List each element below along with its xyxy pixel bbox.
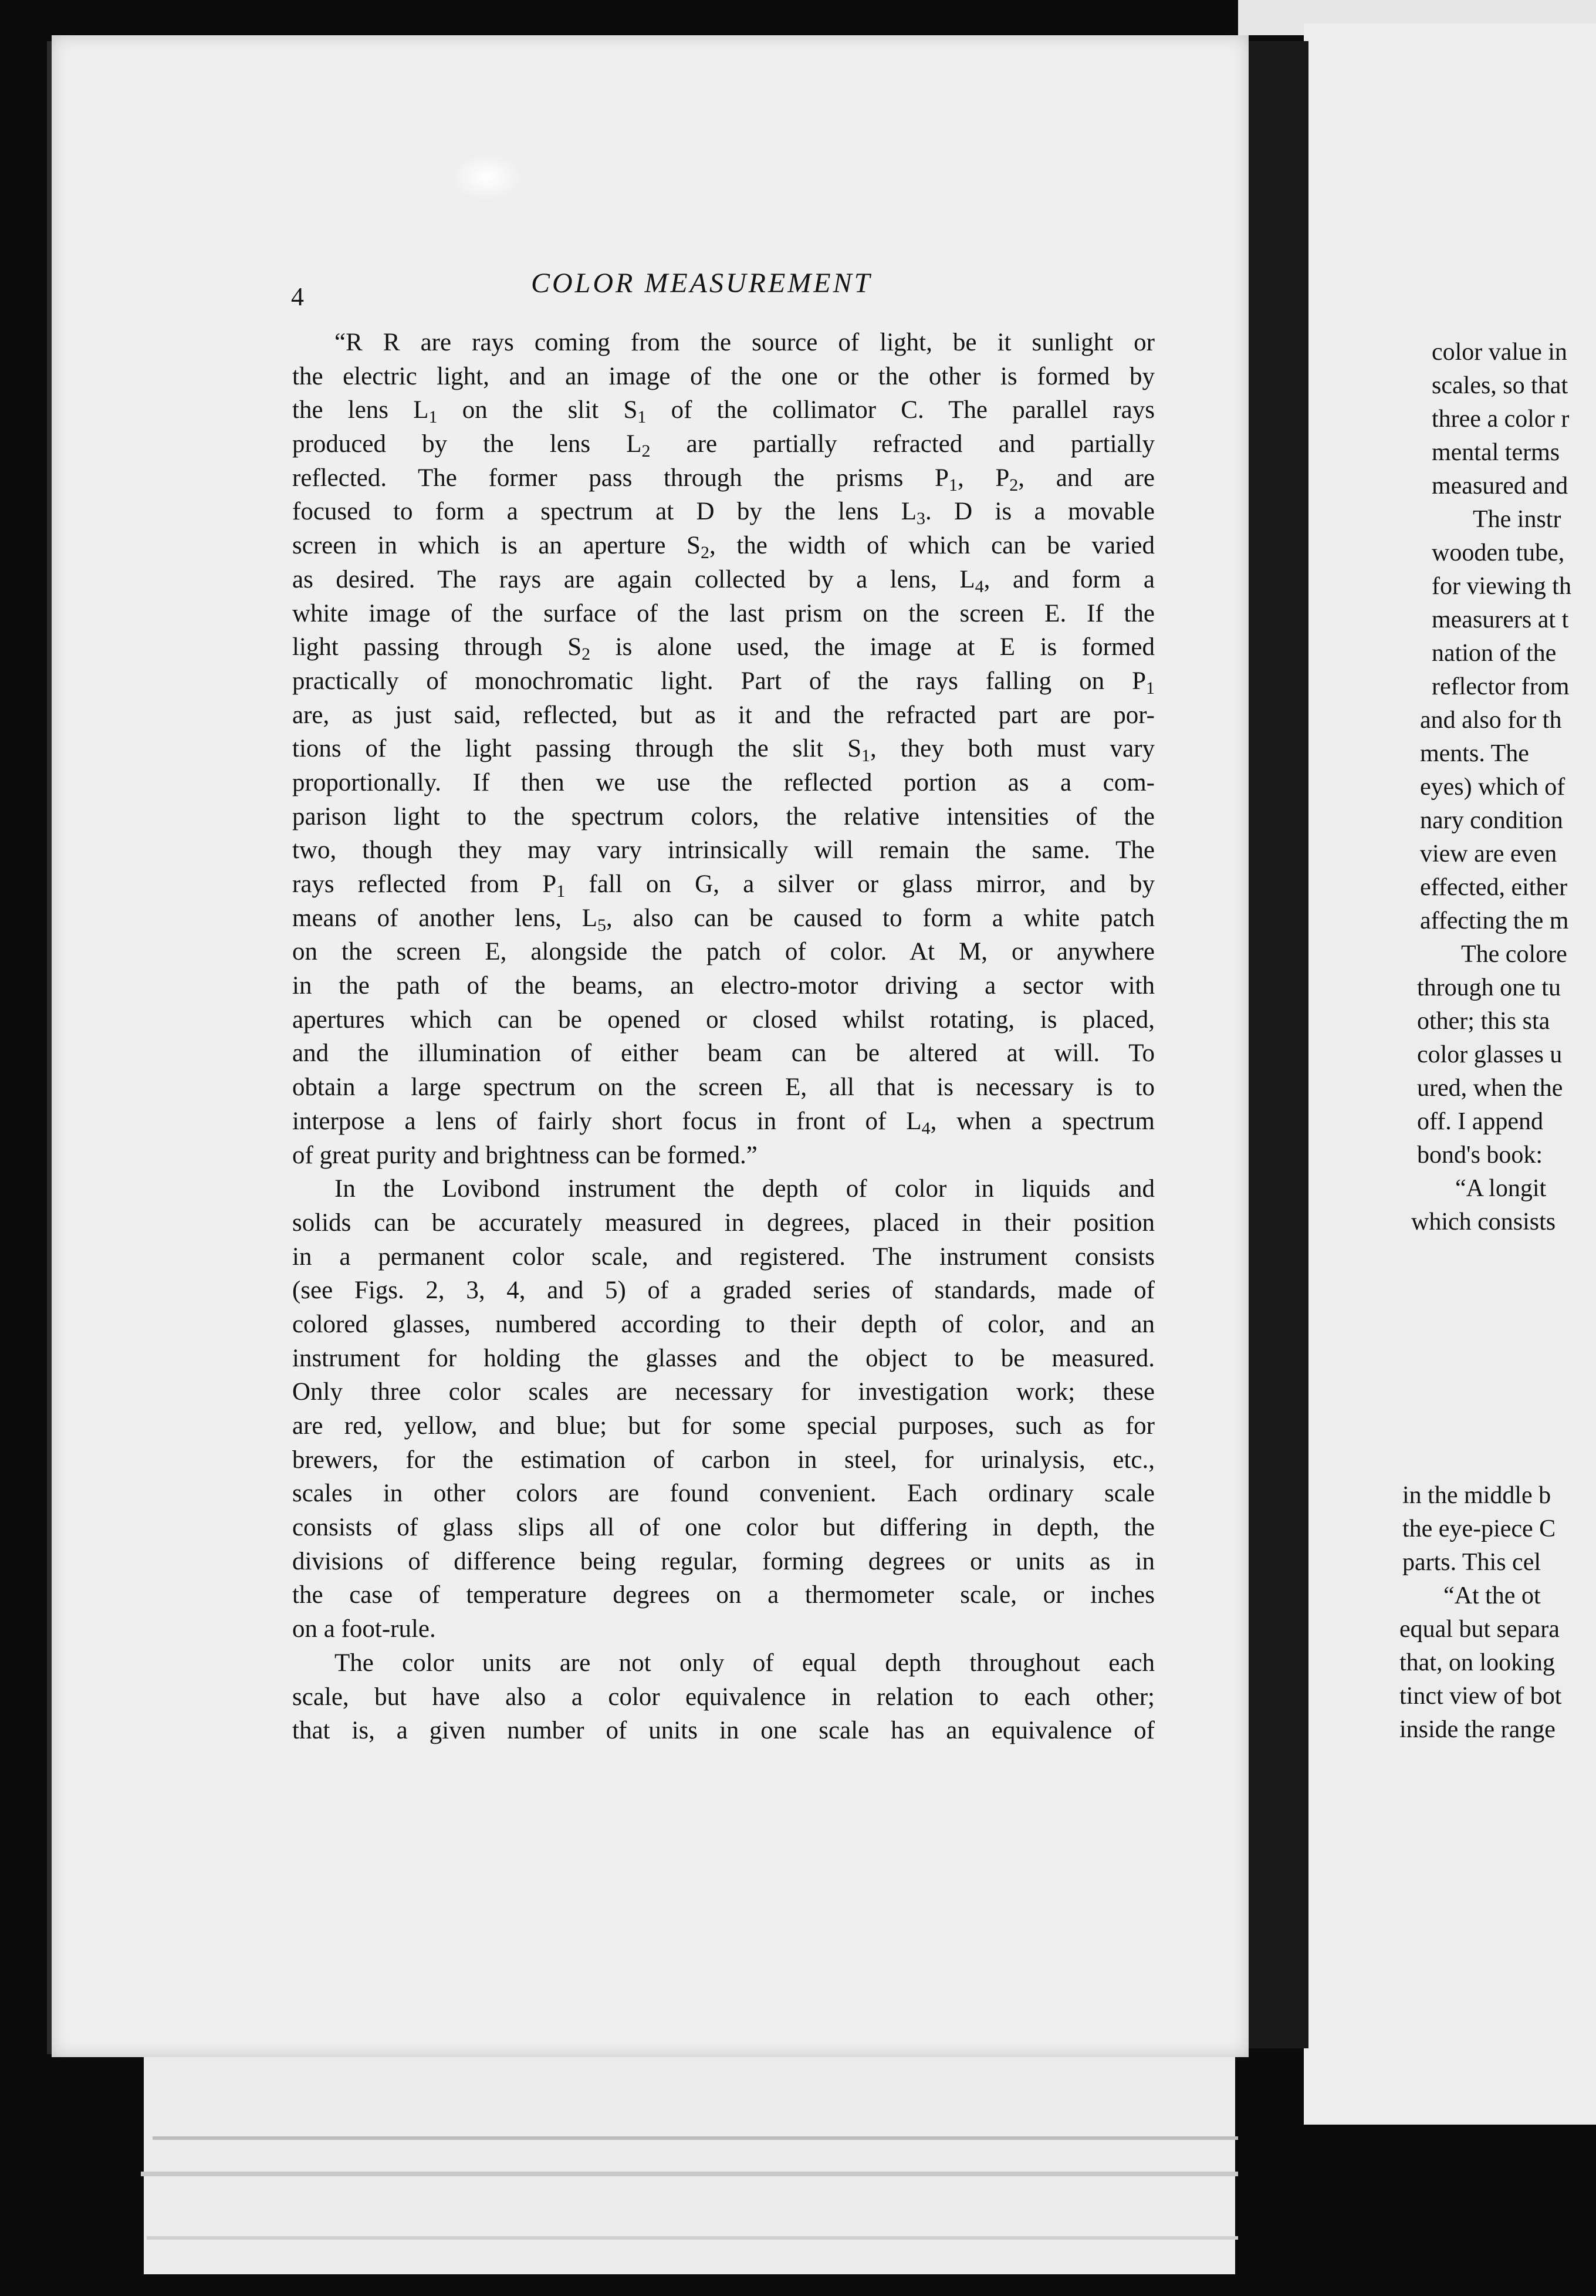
facing-text-line: ments. The <box>1420 740 1529 767</box>
facing-text-line: view are even <box>1420 840 1557 867</box>
facing-text-line: measured and <box>1432 472 1568 499</box>
facing-text-line: tinct view of bot <box>1399 1683 1562 1710</box>
facing-text-line: reflector from <box>1432 673 1570 700</box>
facing-text-line: and also for th <box>1420 707 1562 734</box>
facing-text-line: affecting the m <box>1420 907 1569 934</box>
text-line: proportionally. If then we use the reflected portion as a com- <box>292 768 1155 796</box>
facing-text-line: parts. This cel <box>1402 1549 1541 1576</box>
facing-text-line: nation of the <box>1432 640 1557 667</box>
text-line: white image of the surface of the last prism on the screen E. If the <box>292 599 1155 627</box>
text-line: in the path of the beams, an electro-motor driving a sector with <box>292 972 1155 1000</box>
page-number: 4 <box>291 282 304 311</box>
text-line: on a foot-rule. <box>292 1615 436 1643</box>
text-line: and the illumination of either beam can be altered at will. To <box>292 1039 1155 1068</box>
text-line: scales in other colors are found convenient. Each ordinary scale <box>292 1480 1155 1508</box>
text-line: interpose a lens of fairly short focus in front of $L_4$, when a spectrum <box>292 1107 1155 1138</box>
text-line: the case of temperature degrees on a thermometer scale, or inches <box>292 1581 1155 1609</box>
facing-text-line: for viewing th <box>1432 573 1571 600</box>
text-line: are, as just said, reflected, but as it and the refracted part are por- <box>292 701 1155 729</box>
facing-text-line: through one tu <box>1417 974 1561 1001</box>
text-line: apertures which can be opened or closed whilst rotating, is placed, <box>292 1005 1155 1034</box>
facing-text-line: measurers at t <box>1432 606 1569 633</box>
text-line: light passing through $S_2$ is alone used, the image at E is formed <box>292 633 1155 664</box>
text-line: focused to form a spectrum at D by the lens $L_3$. D is a movable <box>292 498 1155 529</box>
text-line: brewers, for the estimation of carbon in steel, for urinalysis, etc., <box>292 1446 1155 1474</box>
facing-text-line: color value in <box>1432 339 1567 366</box>
text-line: instrument for holding the glasses and the object to be measured. <box>292 1344 1155 1372</box>
facing-text-line: “A longit <box>1455 1175 1547 1202</box>
body-text <box>292 326 1155 1748</box>
facing-text-line: scales, so that <box>1432 372 1568 399</box>
text-line: (see Figs. 2, 3, 4, and 5) of a graded series of standards, made of <box>292 1277 1155 1305</box>
text-line: parison light to the spectrum colors, the relative intensities of the <box>292 802 1155 830</box>
text-line: of great purity and brightness can be formed.” <box>292 1141 758 1169</box>
text-line: practically of monochromatic light. Part of the rays falling on $P_1$ <box>292 667 1155 698</box>
text-line: obtain a large spectrum on the screen E, all that is necessary is to <box>292 1073 1155 1102</box>
facing-text-line: off. I append <box>1417 1108 1543 1135</box>
text-line: two, though they may vary intrinsically will remain the same. The <box>292 836 1155 865</box>
facing-text-line: mental terms <box>1432 439 1560 466</box>
facing-text-line: bond's book: <box>1417 1142 1543 1169</box>
facing-text-line: which consists <box>1411 1208 1556 1235</box>
text-line: divisions of difference being regular, forming degrees or units as in <box>292 1547 1155 1575</box>
facing-text-line: the eye-piece C <box>1402 1515 1556 1542</box>
text-line: tions of the light passing through the slit $S_1$, they both must vary <box>292 735 1155 766</box>
text-line: In the Lovibond instrument the depth of color in liquids and <box>334 1175 1155 1203</box>
text-line: Only three color scales are necessary for investigation work; these <box>292 1378 1155 1406</box>
facing-text-line: wooden tube, <box>1432 539 1565 566</box>
text-line: produced by the lens $L_2$ are partially refracted and partially <box>292 430 1155 461</box>
running-head: COLOR MEASUREMENT <box>531 268 873 299</box>
facing-text-line: “At the ot <box>1443 1582 1541 1609</box>
text-line: in a permanent color scale, and registered. The instrument consists <box>292 1242 1155 1271</box>
facing-text-line: color glasses u <box>1417 1041 1563 1068</box>
facing-text-line: The colore <box>1461 941 1567 968</box>
facing-text-line: that, on looking <box>1399 1649 1555 1676</box>
facing-text-line: three a color r <box>1432 406 1570 433</box>
text-line: as desired. The rays are again collected by a lens, $L_4$, and form a <box>292 565 1155 596</box>
facing-text-line: in the middle b <box>1402 1482 1551 1509</box>
text-line: screen in which is an aperture $S_2$, the width of which can be varied <box>292 532 1155 563</box>
text-line: the electric light, and an image of the one or the other is formed by <box>292 362 1155 390</box>
text-line: “R R are rays coming from the source of light, be it sunlight or <box>334 329 1155 356</box>
scan-glare <box>452 154 522 201</box>
facing-text-line: The instr <box>1473 506 1561 533</box>
text-line: means of another lens, $L_5$, also can be caused to form a white patch <box>292 904 1155 935</box>
text-line: colored glasses, numbered according to their depth of color, and an <box>292 1310 1155 1338</box>
facing-text-line: nary condition <box>1420 807 1563 834</box>
facing-text-line: eyes) which of <box>1420 774 1565 801</box>
text-line: the lens $L_1$ on the slit $S_1$ of the collimator C. The parallel rays <box>292 396 1155 427</box>
facing-text-line: effected, either <box>1420 874 1568 901</box>
text-line: consists of glass slips all of one color but differing in depth, the <box>292 1514 1155 1542</box>
text-line: scale, but have also a color equivalence in relation to each other; <box>292 1683 1155 1711</box>
text-line: reflected. The former pass through the prisms $P_1$, $P_2$, and are <box>292 464 1155 495</box>
facing-text-line: ured, when the <box>1417 1075 1563 1102</box>
text-line: The color units are not only of equal depth throughout each <box>334 1649 1155 1677</box>
text-line: on the screen E, alongside the patch of color. At M, or anywhere <box>292 938 1155 966</box>
facing-text-line: equal but separa <box>1399 1616 1560 1643</box>
facing-text-line: other; this sta <box>1417 1008 1550 1035</box>
facing-text-line: inside the range <box>1399 1716 1556 1743</box>
text-line: are red, yellow, and blue; but for some special purposes, such as for <box>292 1412 1155 1440</box>
text-line: that is, a given number of units in one scale has an equivalence of <box>292 1717 1155 1745</box>
text-line: rays reflected from $P_1$ fall on G, a silver or glass mirror, and by <box>292 870 1155 901</box>
text-line: solids can be accurately measured in degrees, placed in their position <box>292 1208 1155 1237</box>
